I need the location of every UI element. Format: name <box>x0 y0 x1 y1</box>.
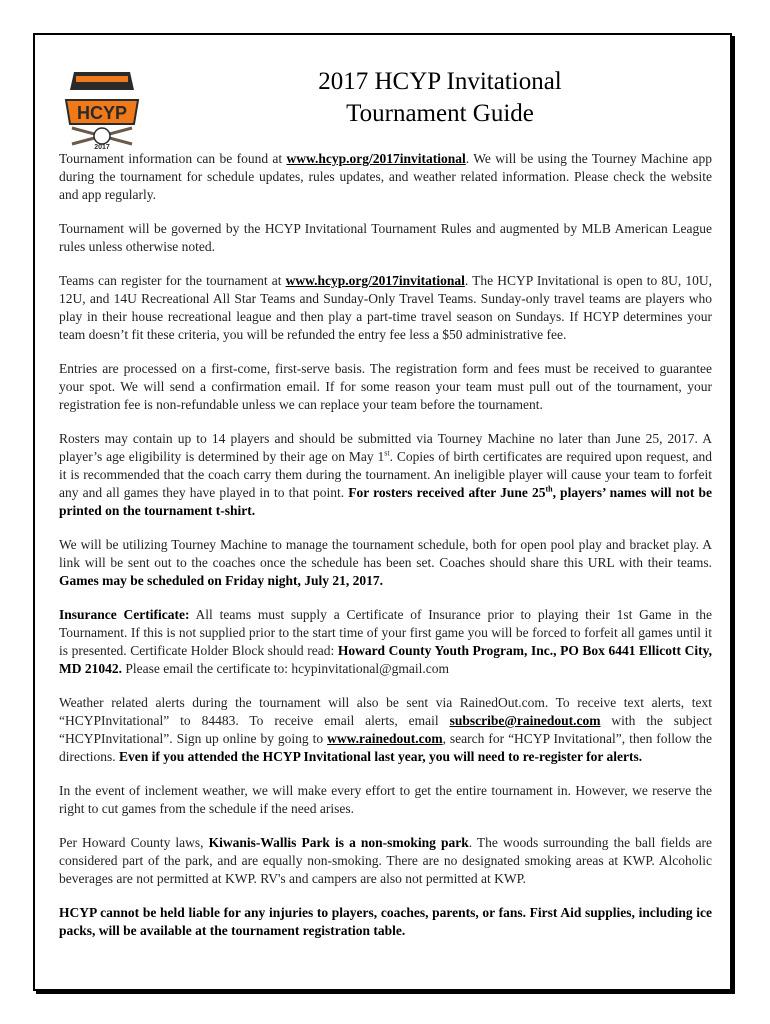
paragraph-non-smoking: Per Howard County laws, Kiwanis-Wallis Park is a non-smoking park. The woods surrounding the ball fields are considered part of the park, and are equally non-smoking. There are no designated smoking areas at KWP. Alcoholic beverages are not permitted at KWP. RV's and campers are also not permitted at KWP. <box>59 835 712 886</box>
paragraph-schedule: We will be utilizing Tourney Machine to manage the tournament schedule, both for open pool play and bracket play. A link will be sent out to the coaches once the schedule has been set. Coaches should share this URL with their teams. Games may be scheduled on Friday night, July 21, 2017. <box>59 537 712 588</box>
paragraph-inclement-weather: In the event of inclement weather, we will make every effort to get the entire tournament in. However, we reserve the right to cut games from the schedule if the need arises. <box>59 783 712 816</box>
hcyp-logo <box>62 60 142 150</box>
paragraph-liability: HCYP cannot be held liable for any injuries to players, coaches, parents, or fans. First Aid supplies, including ice packs, will be available at the tournament registration table. <box>59 905 712 938</box>
website-link[interactable]: www.hcyp.org/2017invitational <box>286 151 466 166</box>
svg-text:2017: 2017 <box>94 144 110 150</box>
paragraph-insurance: Insurance Certificate: All teams must supply a Certificate of Insurance prior to playing their 1st Game in the Tournament. If this is not supplied prior to the start time of your first game you will be forced to forfeit all games until it is presented. Certificate Holder Block should read: Howard County Youth Program, Inc., PO Box 6441 Ellicott City, MD 21042. Please email the certificate to: hcypinvitational@gmail.com <box>59 607 712 676</box>
email-link[interactable]: subscribe@rainedout.com <box>449 713 601 728</box>
paragraph-entries: Entries are processed on a first-come, first-serve basis. The registration form and fees must be received to guarantee your spot. We will send a confirmation email. If for some reason your team must pull out of the tournament, your registration fee is non-refundable unless we can replace your team before the tournament. <box>59 361 712 412</box>
paragraph-registration: Teams can register for the tournament at www.hcyp.org/2017invitational. The HCYP Invitational is open to 8U, 10U, 12U, and 14U Recreational All Star Teams and Sunday-Only Travel Teams. Sunday-only travel teams are players who play in their house recreational league and then play a part-time travel season on Sundays. If HCYP determines your team doesn’t fit these criteria, you will be refunded the entry fee less a $50 administrative fee. <box>59 273 712 342</box>
paragraph-rosters: Rosters may contain up to 14 players and should be submitted via Tourney Machine no later than June 25, 2017. A player’s age eligibility is determined by their age on May 1st. Copies of birth certificates are required upon request, and it is recommended that the coach carry them during the tournament. An ineligible player will cause your team to forfeit any and all games they have played in to that point. For rosters received after June 25th, players’ names will not be printed on the tournament t-shirt. <box>59 431 712 518</box>
svg-text:HCYP: HCYP <box>76 103 128 123</box>
title-line2: Tournament Guide <box>346 100 534 127</box>
rainedout-link[interactable]: www.rainedout.com <box>327 731 443 746</box>
paragraph-weather-alerts: Weather related alerts during the tournament will also be sent via RainedOut.com. To receive text alerts, text “HCYPInvitational” to 84483. To receive email alerts, email subscribe@rainedout.com with the subject “HCYPInvitational”. Sign up online by going to www.rainedout.com, search for “HCYP Invitational”, then follow the directions. Even if you attended the HCYP Invitational last year, you will need to re-register for alerts. <box>59 695 712 764</box>
paragraph-info: Tournament information can be found at www.hcyp.org/2017invitational. We will be using the Tourney Machine app during the tournament for schedule updates, rules updates, and weather related information. Please check the website and app regularly. <box>59 151 712 202</box>
title-line1: 2017 HCYP Invitational <box>318 68 562 95</box>
registration-link[interactable]: www.hcyp.org/2017invitational <box>285 273 465 288</box>
paragraph-rules: Tournament will be governed by the HCYP Invitational Tournament Rules and augmented by MLB American League rules unless otherwise noted. <box>59 221 712 254</box>
guide-body <box>59 150 712 956</box>
